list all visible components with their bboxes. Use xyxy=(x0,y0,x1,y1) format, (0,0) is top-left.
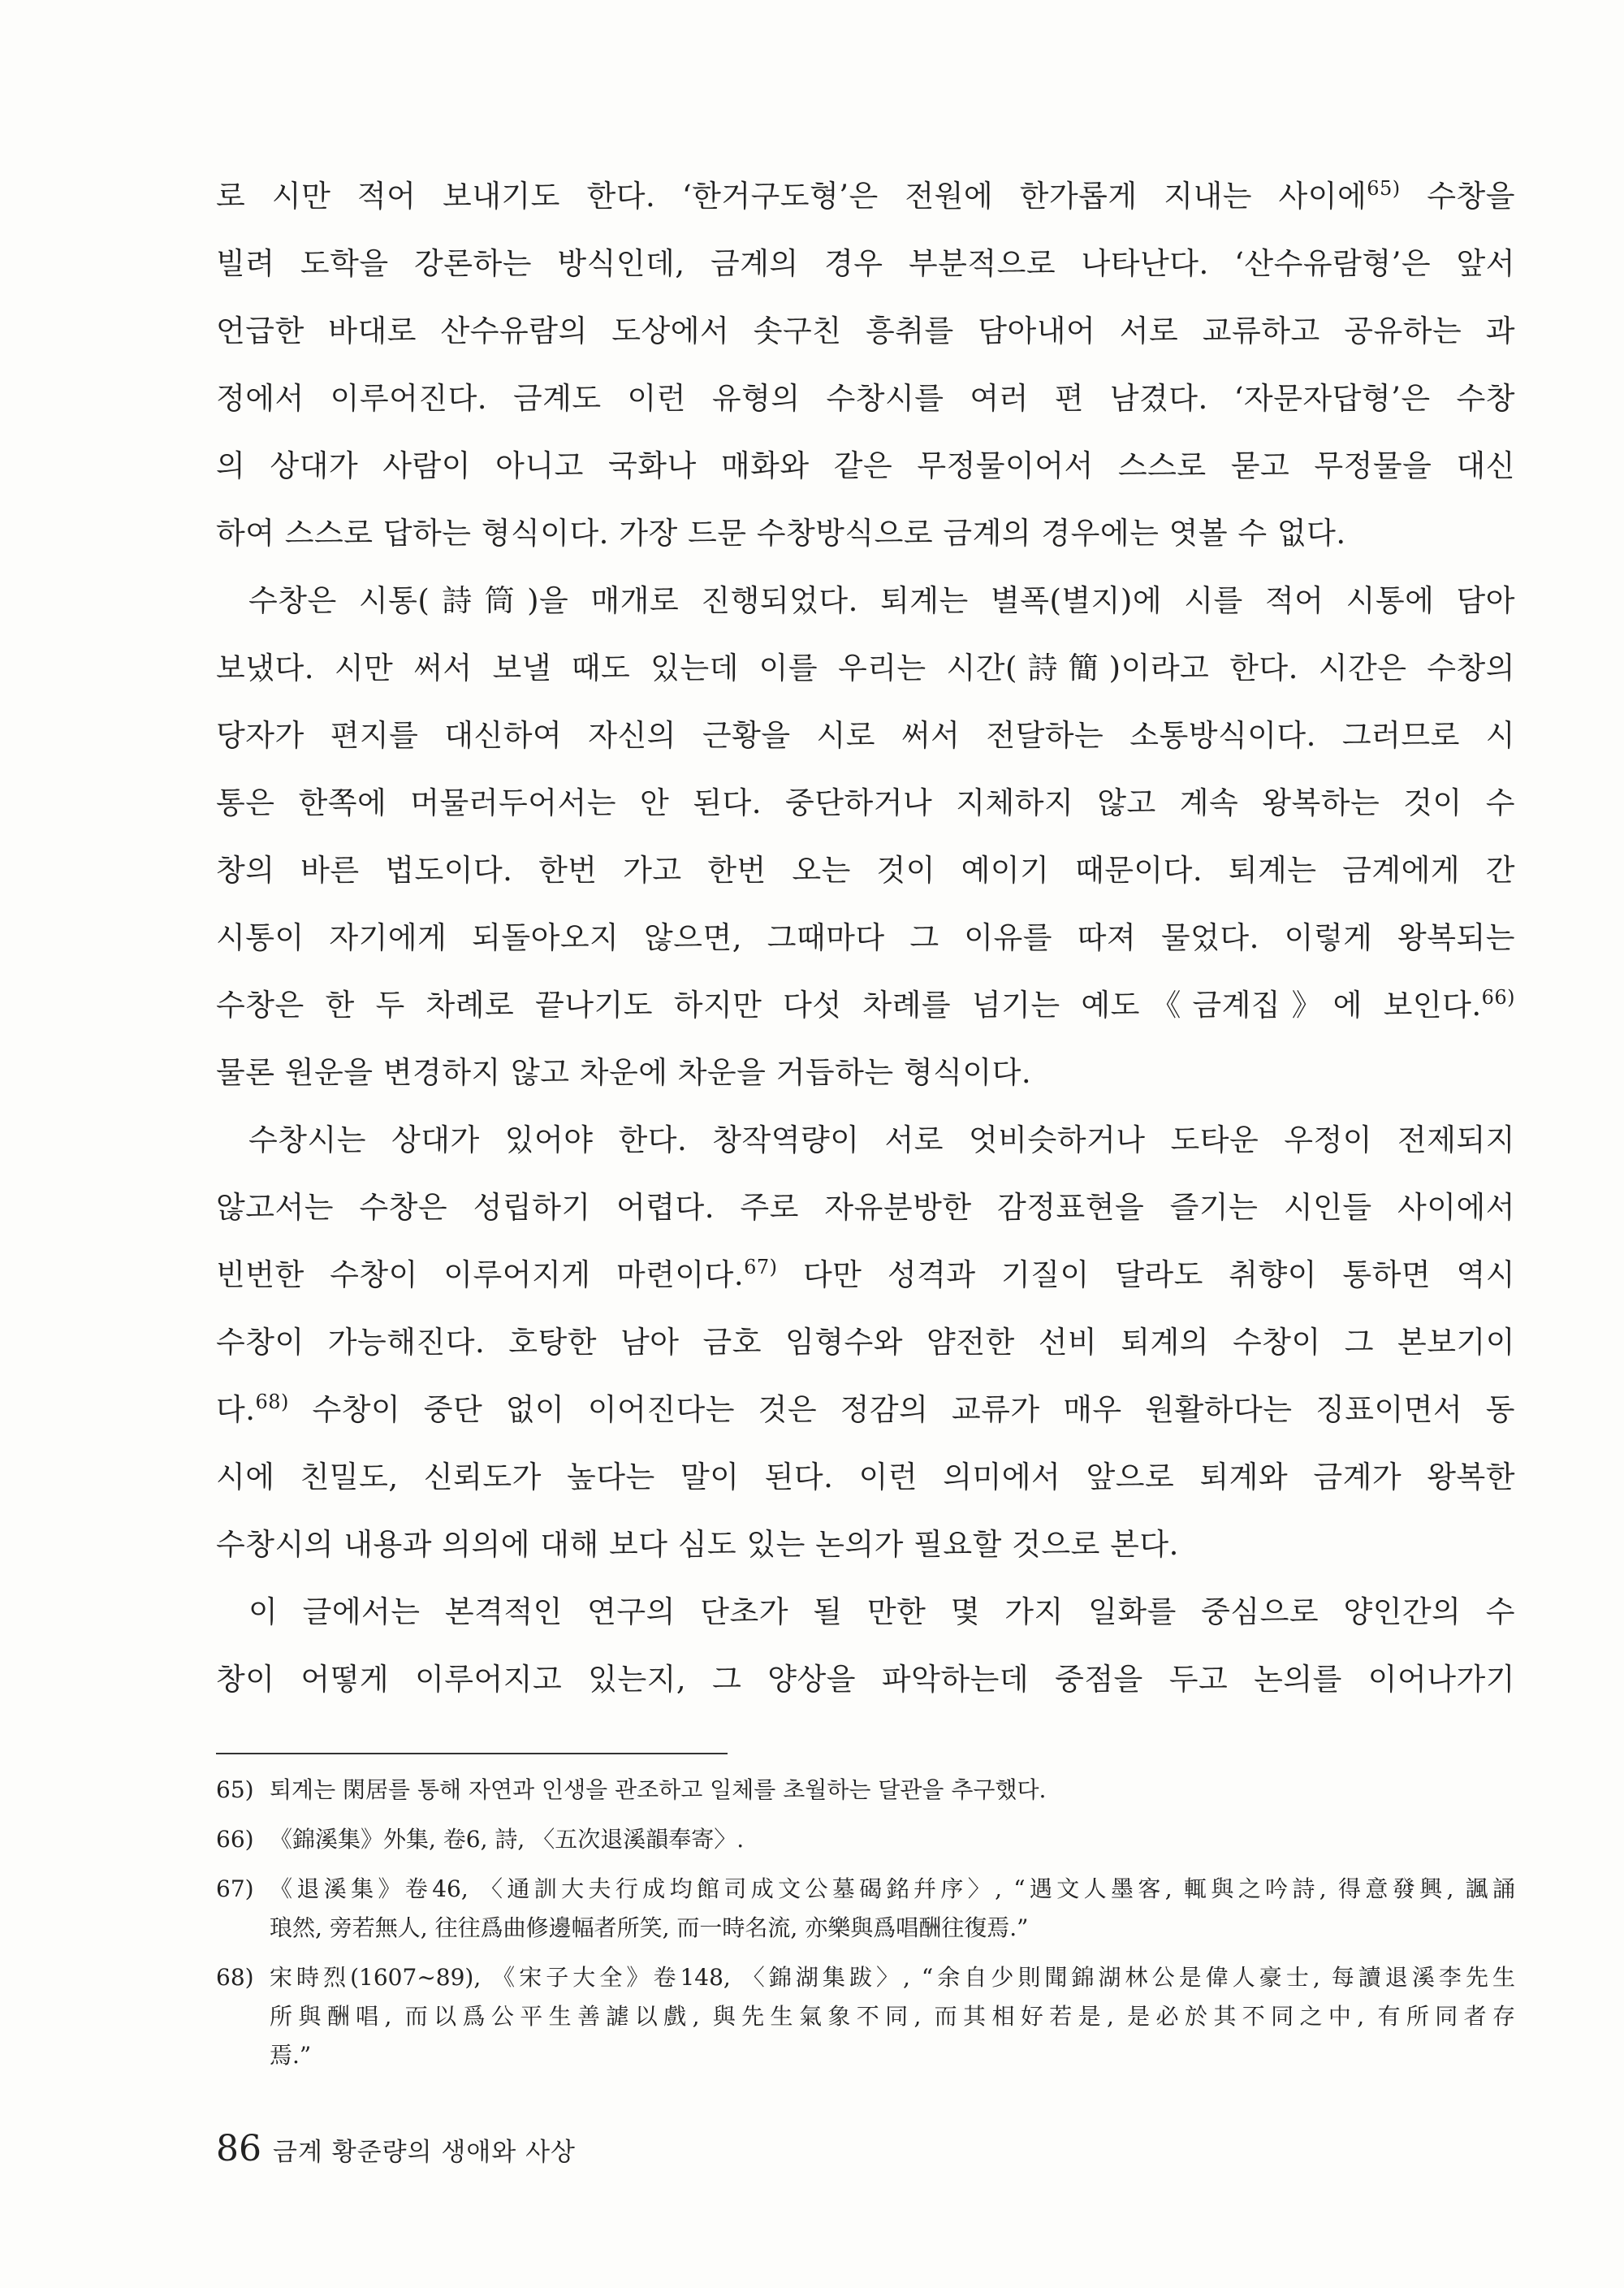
body-line: 빈번한 수창이 이루어지게 마련이다.$^{67)}$ 다만 성격과 기질이 달라도 취향이 통하면 역시 xyxy=(216,1256,1515,1292)
body-line: 시통이 자기에게 되돌아오지 않으면, 그때마다 그 이유를 따져 물었다. 이렇게 왕복되는 xyxy=(216,920,1515,955)
body-line: 수창은 한 두 차례로 끝나기도 하지만 다섯 차례를 넘기는 예도《금계집》에 보인다.$^{66)}$ xyxy=(216,986,1515,1023)
footnote-66 xyxy=(216,1820,1515,1859)
body-line: 물론 원운을 변경하지 않고 차운에 차운을 거듭하는 형식이다. xyxy=(216,1055,1032,1090)
footnote-line: 琅然, 旁若無人, 往往爲曲修邊幅者所笑, 而一時名流, 亦樂與爲唱酬往復焉.” xyxy=(270,1914,1029,1941)
body-line: 정에서 이루어진다. 금계도 이런 유형의 수창시를 여러 편 남겼다. ‘자문자답형’은 수창 xyxy=(216,381,1515,416)
footnote-line: 《退溪集》卷46, 〈通訓大夫行成均館司成文公墓碣銘幷序〉, “遇文人墨客, 輒與之吟詩, 得意發興, 諷誦 xyxy=(270,1875,1515,1902)
body-text xyxy=(216,162,1515,1713)
body-line: 수창은 시통(詩筒)을 매개로 진행되었다. 퇴계는 별폭(별지)에 시를 적어 시통에 담아 xyxy=(248,583,1515,618)
body-line: 시에 친밀도, 신뢰도가 높다는 말이 된다. 이런 의미에서 앞으로 퇴계와 금계가 왕복한 xyxy=(216,1460,1515,1494)
body-line: 다.$^{68)}$ 수창이 중단 없이 이어진다는 것은 정감의 교류가 매우 원활하다는 징표이면서 동 xyxy=(216,1391,1515,1427)
footnote-number: 65) xyxy=(216,1776,254,1803)
running-footer xyxy=(216,2125,576,2173)
footnote-line: 퇴계는 閑居를 통해 자연과 인생을 관조하고 일체를 초월하는 달관을 추구했다. xyxy=(270,1776,1047,1803)
footnote-line: 宋時烈(1607~89), 《宋子大全》卷148, 〈錦湖集跋〉, “余自少則聞錦湖林公是偉人豪士, 每讀退溪李先生 xyxy=(270,1964,1515,1991)
footnote-divider xyxy=(216,1753,728,1754)
page-number: 86 xyxy=(216,2128,261,2169)
footnote-65 xyxy=(216,1771,1515,1810)
body-line: 수창시의 내용과 의의에 대해 보다 심도 있는 논의가 필요할 것으로 본다. xyxy=(216,1527,1179,1562)
body-line: 의 상대가 사람이 아니고 국화나 매화와 같은 무정물이어서 스스로 묻고 무정물을 대신 xyxy=(216,448,1515,483)
body-line: 이 글에서는 본격적인 연구의 단초가 될 만한 몇 가지 일화를 중심으로 양인간의 수 xyxy=(248,1594,1515,1629)
footnote-line: 《錦溪集》外集, 卷6, 詩, 〈五次退溪韻奉寄〉. xyxy=(270,1826,745,1853)
body-line: 않고서는 수창은 성립하기 어렵다. 주로 자유분방한 감정표현을 즐기는 시인들 사이에서 xyxy=(216,1190,1515,1225)
body-line: 창이 어떻게 이루어지고 있는지, 그 양상을 파악하는데 중점을 두고 논의를 이어나가기 xyxy=(216,1662,1515,1697)
body-line: 수창시는 상대가 있어야 한다. 창작역량이 서로 엇비슷하거나 도타운 우정이 전제되지 xyxy=(248,1122,1515,1157)
footnote-67 xyxy=(216,1870,1515,1948)
body-line: 로 시만 적어 보내기도 한다. ‘한거구도형’은 전원에 한가롭게 지내는 사이에$^{65)}$ 수창을 xyxy=(216,177,1515,214)
footnote-ref[interactable]: 66) xyxy=(1481,986,1515,1009)
book-title: 금계 황준량의 생애와 사상 xyxy=(273,2138,576,2167)
body-line: 통은 한쪽에 머물러두어서는 안 된다. 중단하거나 지체하지 않고 계속 왕복하는 것이 수 xyxy=(216,785,1515,820)
footnote-number: 67) xyxy=(216,1875,254,1902)
footnote-ref[interactable]: 67) xyxy=(744,1256,778,1278)
footnote-68 xyxy=(216,1958,1515,2075)
footnote-line: 所與酬唱, 而以爲公平生善謔以戲, 與先生氣象不同, 而其相好若是, 是必於其不同之中, 有所同者存 xyxy=(270,2003,1515,2030)
body-line: 보냈다. 시만 써서 보낼 때도 있는데 이를 우리는 시간(詩簡)이라고 한다. 시간은 수창의 xyxy=(216,651,1515,686)
body-line: 창의 바른 법도이다. 한번 가고 한번 오는 것이 예이기 때문이다. 퇴계는 금계에게 간 xyxy=(216,853,1515,888)
footnote-number: 68) xyxy=(216,1964,254,1991)
footnote-ref[interactable]: 68) xyxy=(255,1391,289,1413)
footnote-ref[interactable]: 65) xyxy=(1367,177,1401,200)
body-line: 수창이 가능해진다. 호탕한 남아 금호 임형수와 얌전한 선비 퇴계의 수창이 그 본보기이 xyxy=(216,1325,1515,1360)
body-line: 언급한 바대로 산수유람의 도상에서 솟구친 흥취를 담아내어 서로 교류하고 공유하는 과 xyxy=(216,314,1515,348)
footnotes xyxy=(216,1771,1515,2086)
footnote-number: 66) xyxy=(216,1826,254,1853)
body-line: 당자가 편지를 대신하여 자신의 근황을 시로 써서 전달하는 소통방식이다. 그러므로 시 xyxy=(216,718,1515,753)
footnote-line: 焉.” xyxy=(270,2042,312,2069)
body-line: 하여 스스로 답하는 형식이다. 가장 드문 수창방식으로 금계의 경우에는 엿볼 수 없다. xyxy=(216,516,1346,551)
body-line: 빌려 도학을 강론하는 방식인데, 금계의 경우 부분적으로 나타난다. ‘산수유람형’은 앞서 xyxy=(216,246,1515,281)
